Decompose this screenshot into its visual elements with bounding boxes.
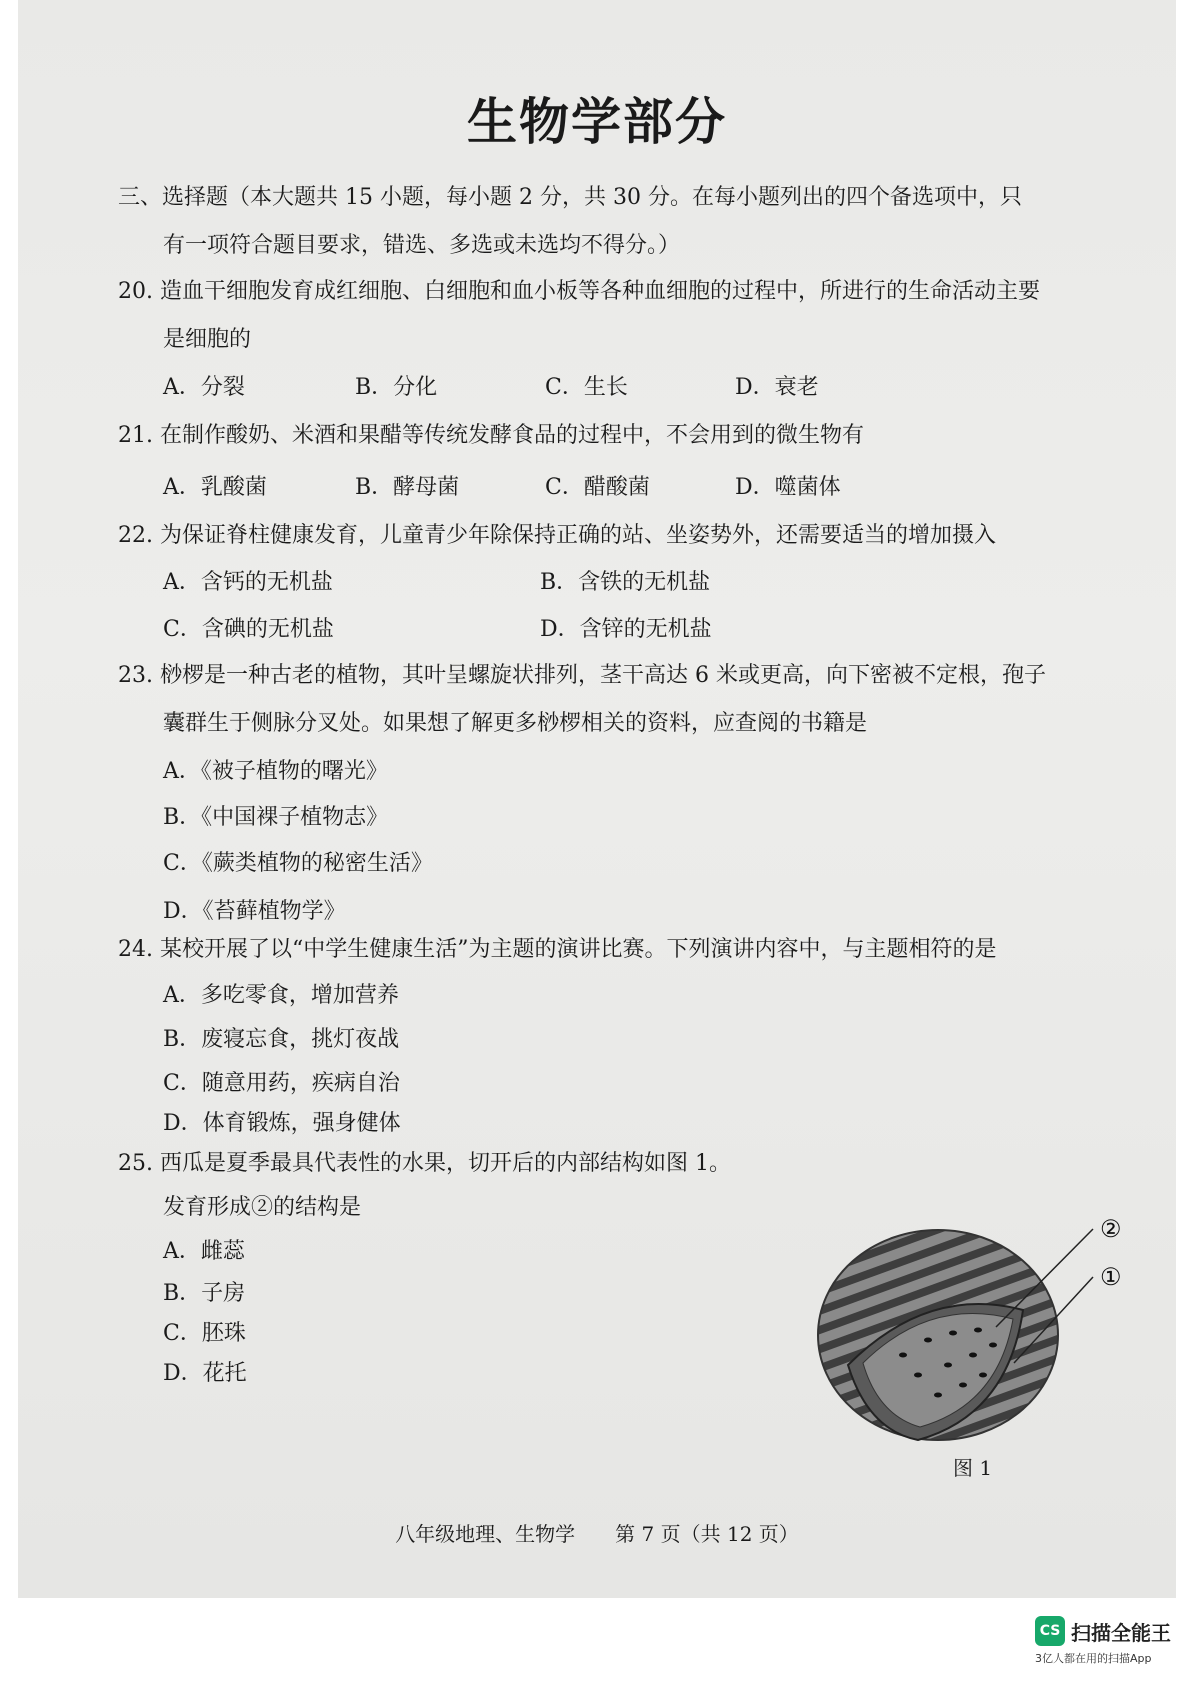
q20-option-c: C．生长 [545,375,628,400]
watermelon-figure [808,1215,1176,1475]
marker-1: ① [1100,1263,1122,1291]
question-22: 22. 为保证脊柱健康发育，儿童青少年除保持正确的站、坐姿势外，还需要适当的增加摄入 [118,523,996,548]
q25-option-b: B．子房 [163,1281,246,1306]
q22-option-d: D．含锌的无机盐 [540,617,712,642]
q23-option-b: B．《中国裸子植物志》 [163,805,389,830]
q24-option-d: D．体育锻炼，强身健体 [163,1111,401,1136]
q22-option-c: C．含碘的无机盐 [163,617,334,642]
scanner-watermark [1035,1616,1171,1646]
scanned-page [18,0,1176,1598]
watermark-subtitle: 3亿人都在用的扫描App [1035,1652,1152,1665]
question-21: 21. 在制作酸奶、米酒和果醋等传统发酵食品的过程中，不会用到的微生物有 [118,423,864,448]
q24-option-c: C．随意用药，疾病自治 [163,1071,400,1096]
watermark-name: 扫描全能王 [1071,1620,1171,1645]
q21-option-a: A．乳酸菌 [163,475,267,500]
question-23-cont: 囊群生于侧脉分叉处。如果想了解更多桫椤相关的资料，应查阅的书籍是 [163,711,868,736]
page-footer: 八年级地理、生物学 第 7 页（共 12 页） [395,1522,799,1546]
q24-option-a: A．多吃零食，增加营养 [163,983,399,1008]
camscanner-logo-icon: CS [1035,1616,1065,1646]
q24-option-b: B．废寝忘食，挑灯夜战 [163,1027,400,1052]
q21-option-c: C．醋酸菌 [545,475,650,500]
question-25: 25. 西瓜是夏季最具代表性的水果，切开后的内部结构如图 1。 [118,1151,731,1176]
question-20-cont: 是细胞的 [163,327,252,352]
q23-option-a: A．《被子植物的曙光》 [163,759,388,784]
marker-2: ② [1100,1215,1122,1243]
figure-caption: 图 1 [953,1456,993,1480]
question-24: 24. 某校开展了以“中学生健康生活”为主题的演讲比赛。下列演讲内容中，与主题相符的是 [118,937,997,962]
q20-option-b: B．分化 [355,375,438,400]
q25-option-c: C．胚珠 [163,1321,246,1346]
q21-option-d: D．噬菌体 [735,475,841,500]
q21-option-b: B．酵母菌 [355,475,460,500]
q22-option-b: B．含铁的无机盐 [540,570,711,595]
question-25-cont: 发育形成②的结构是 [163,1195,362,1220]
section-instruction: 三、选择题（本大题共 15 小题，每小题 2 分，共 30 分。在每小题列出的四个备选项中，只 [118,185,1022,210]
question-23: 23. 桫椤是一种古老的植物，其叶呈螺旋状排列，茎干高达 6 米或更高，向下密被不定根，孢子 [118,663,1046,688]
question-20: 20. 造血干细胞发育成红细胞、白细胞和血小板等各种血细胞的过程中，所进行的生命活动主要 [118,279,1040,304]
q25-option-d: D．花托 [163,1361,247,1386]
q22-option-a: A．含钙的无机盐 [163,570,333,595]
q20-option-d: D．衰老 [735,375,819,400]
q20-option-a: A．分裂 [163,375,245,400]
q23-option-c: C．《蕨类植物的秘密生活》 [163,851,433,876]
q25-option-a: A．雌蕊 [163,1239,245,1264]
page-title: 生物学部分 [467,92,727,151]
q23-option-d: D．《苔藓植物学》 [163,899,346,924]
section-instruction-cont: 有一项符合题目要求，错选、多选或未选均不得分。） [163,233,681,258]
